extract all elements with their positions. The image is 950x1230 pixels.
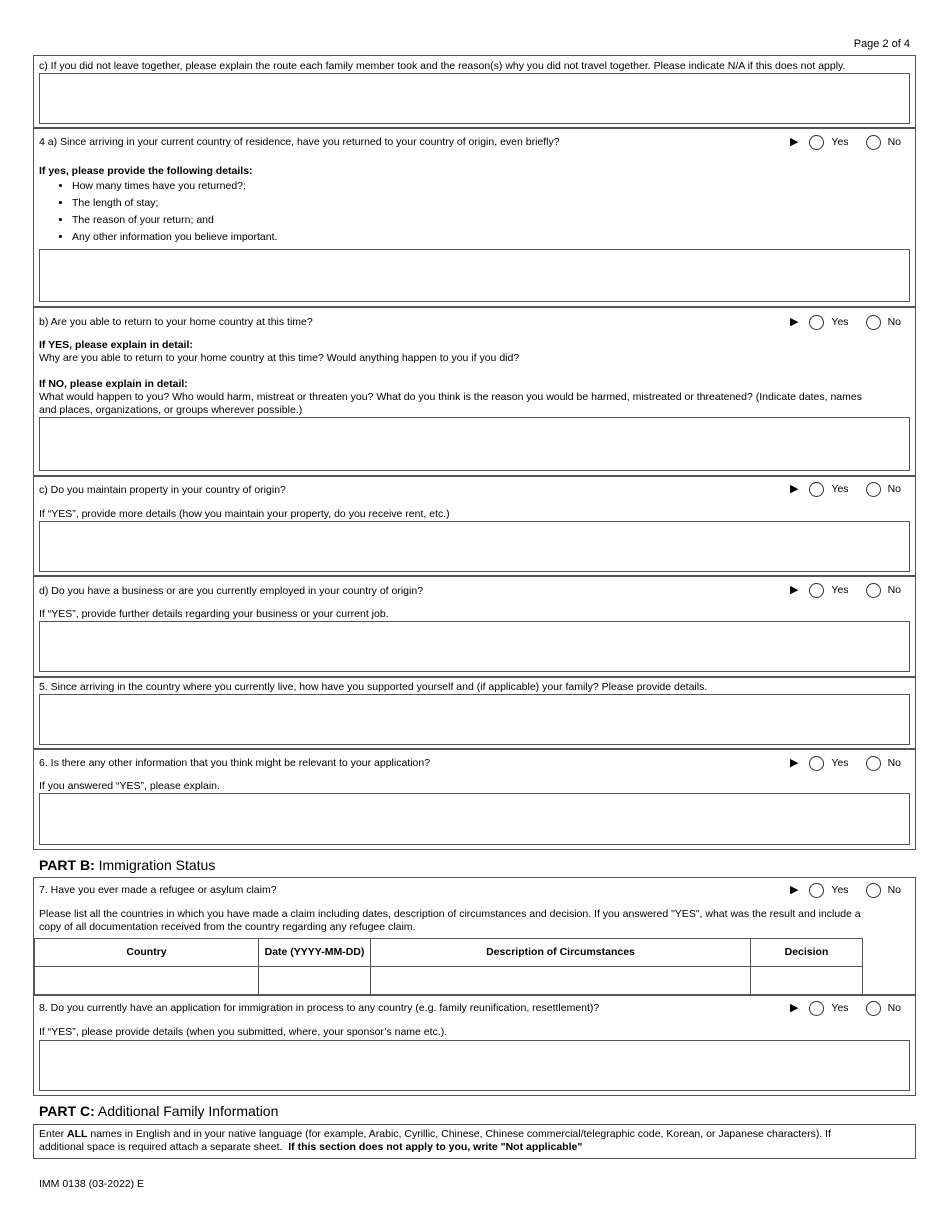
instruction-6: If you answered “YES”, please explain. xyxy=(39,780,220,792)
no-radio-4b[interactable] xyxy=(866,315,881,330)
question-6-text: 6. Is there any other information that you think might be relevant to your application? xyxy=(39,757,431,769)
yes-no-group-4d xyxy=(790,581,901,599)
table-row xyxy=(35,967,863,995)
description-cell[interactable] xyxy=(371,967,751,995)
claims-table xyxy=(34,938,863,995)
answer-field-4b[interactable] xyxy=(39,417,910,471)
yes-no-group-4c xyxy=(790,480,901,498)
instruction-8: If “YES”, please provide details (when you submitted, where, your sponsor’s name etc.). xyxy=(39,1026,448,1038)
details-heading-4a: If yes, please provide the following details: xyxy=(39,165,253,177)
no-label: No xyxy=(887,583,901,596)
no-radio-7[interactable] xyxy=(866,883,881,898)
yes-radio-6[interactable] xyxy=(809,756,824,771)
no-label: No xyxy=(887,135,901,148)
yes-no-group-4b xyxy=(790,313,901,331)
answer-field-6[interactable] xyxy=(39,793,910,845)
yes-label: Yes xyxy=(831,482,849,495)
arrow-right-icon: ▶ xyxy=(789,883,799,896)
arrow-right-icon: ▶ xyxy=(789,756,799,769)
part-c-text-line2-bold: If this section does not apply to you, write "Not applicable" xyxy=(288,1141,583,1153)
yes-label: Yes xyxy=(831,315,849,328)
list-item: • The length of stay; xyxy=(72,195,277,212)
section-q8 xyxy=(33,995,916,1096)
part-b-title: Immigration Status xyxy=(98,857,216,873)
yes-radio-4a[interactable] xyxy=(809,135,824,150)
no-label: No xyxy=(887,482,901,495)
part-c-label: PART C: xyxy=(39,1103,95,1119)
part-b-label: PART B: xyxy=(39,857,95,873)
country-cell[interactable] xyxy=(35,967,259,995)
page-number: Page 2 of 4 xyxy=(853,38,910,50)
question-7-text: 7. Have you ever made a refugee or asylum claim? xyxy=(39,884,277,896)
arrow-right-icon: ▶ xyxy=(789,135,799,148)
list-item: • Any other information you believe important. xyxy=(72,229,277,246)
yes-radio-4b[interactable] xyxy=(809,315,824,330)
column-header-date: Date (YYYY-MM-DD) xyxy=(259,939,371,967)
no-radio-4a[interactable] xyxy=(866,135,881,150)
yes-text-4b: Why are you able to return to your home country at this time? Would anything happen to you if you did? xyxy=(39,352,520,364)
decision-cell[interactable] xyxy=(751,967,863,995)
yes-no-group-8 xyxy=(790,999,901,1017)
yes-radio-4d[interactable] xyxy=(809,583,824,598)
section-q4b xyxy=(33,307,916,476)
column-header-description: Description of Circumstances xyxy=(371,939,751,967)
column-header-decision: Decision xyxy=(751,939,863,967)
no-heading-4b: If NO, please explain in detail: xyxy=(39,378,188,390)
yes-radio-8[interactable] xyxy=(809,1001,824,1016)
arrow-right-icon: ▶ xyxy=(789,482,799,495)
no-label: No xyxy=(887,883,901,896)
no-label: No xyxy=(887,1001,901,1014)
section-q7 xyxy=(33,877,916,995)
question-4c-text: c) Do you maintain property in your country of origin? xyxy=(39,484,286,496)
list-item: • How many times have you returned?; xyxy=(72,178,277,195)
form-number: IMM 0138 (03-2022) E xyxy=(39,1178,145,1190)
yes-heading-4b: If YES, please explain in detail: xyxy=(39,339,193,351)
section-q6 xyxy=(33,749,916,850)
yes-radio-7[interactable] xyxy=(809,883,824,898)
question-3c-text: c) If you did not leave together, please explain the route each family member took and the reason(s) why you did not travel together. Please indicate N/A if this does not apply. xyxy=(39,60,846,72)
yes-label: Yes xyxy=(831,756,849,769)
answer-field-4c[interactable] xyxy=(39,521,910,572)
list-item: • The reason of your return; and xyxy=(72,212,277,229)
answer-field-4a[interactable] xyxy=(39,249,910,302)
no-radio-4c[interactable] xyxy=(866,482,881,497)
no-text-4b-line2: and places, organizations, or groups wherever possible.) xyxy=(39,404,303,416)
part-c-text-line1-post: names in English and in your native language (for example, Arabic, Cyrillic, Chinese, Chinese commercial/telegraphic code, Korean, or Japanese characters). If xyxy=(87,1128,831,1140)
section-q3c xyxy=(33,55,916,128)
yes-label: Yes xyxy=(831,883,849,896)
date-cell[interactable] xyxy=(259,967,371,995)
column-header-country: Country xyxy=(35,939,259,967)
instruction-4c: If “YES”, provide more details (how you maintain your property, do you receive rent, etc.) xyxy=(39,508,450,520)
arrow-right-icon: ▶ xyxy=(789,1001,799,1014)
answer-field-4d[interactable] xyxy=(39,621,910,672)
question-8-text: 8. Do you currently have an application for immigration in process to any country (e.g. family reunification, resettlement)? xyxy=(39,1002,600,1014)
answer-field-5[interactable] xyxy=(39,694,910,745)
yes-no-group-6 xyxy=(790,754,901,772)
yes-no-group-7 xyxy=(790,881,901,899)
part-c-text-line2 xyxy=(39,1141,582,1154)
part-c-heading xyxy=(39,1105,278,1118)
arrow-right-icon: ▶ xyxy=(789,315,799,328)
no-radio-6[interactable] xyxy=(866,756,881,771)
instruction-7-line2: copy of all documentation received from the country regarding any refugee claim. xyxy=(39,921,416,933)
part-c-text-line1 xyxy=(39,1128,831,1141)
question-4a-text: 4 a) Since arriving in your current country of residence, have you returned to your country of origin, even briefly? xyxy=(39,136,560,148)
no-radio-8[interactable] xyxy=(866,1001,881,1016)
part-c-text-line1-pre: Enter xyxy=(39,1128,68,1140)
yes-label: Yes xyxy=(831,583,849,596)
no-radio-4d[interactable] xyxy=(866,583,881,598)
instruction-7-line1: Please list all the countries in which you have made a claim including dates, description of circumstances and decision. If you answered "YES", what was the result and include a xyxy=(39,908,861,920)
yes-label: Yes xyxy=(831,135,849,148)
arrow-right-icon: ▶ xyxy=(789,583,799,596)
section-q4d xyxy=(33,576,916,677)
no-label: No xyxy=(887,756,901,769)
answer-field-8[interactable] xyxy=(39,1040,910,1091)
yes-radio-4c[interactable] xyxy=(809,482,824,497)
section-part-c xyxy=(33,1124,916,1159)
part-c-text-line2-pre: additional space is required attach a separate sheet. xyxy=(39,1141,289,1153)
section-q4a xyxy=(33,128,916,307)
part-b-heading xyxy=(39,859,215,872)
yes-no-group-4a xyxy=(790,133,901,151)
part-c-title: Additional Family Information xyxy=(97,1103,279,1119)
details-list-4a xyxy=(58,178,277,246)
section-q5 xyxy=(33,677,916,749)
question-5-text: 5. Since arriving in the country where you currently live, how have you supported yourself and (if applicable) your family? Please provide details. xyxy=(39,681,708,693)
question-4b-text: b) Are you able to return to your home country at this time? xyxy=(39,316,313,328)
part-c-text-line1-bold: ALL xyxy=(67,1128,88,1140)
table-header-row xyxy=(35,939,863,967)
section-q4c xyxy=(33,476,916,576)
question-4d-text: d) Do you have a business or are you currently employed in your country of origin? xyxy=(39,585,424,597)
no-label: No xyxy=(887,315,901,328)
instruction-4d: If “YES”, provide further details regarding your business or your current job. xyxy=(39,608,389,620)
no-text-4b-line1: What would happen to you? Who would harm, mistreat or threaten you? What do you think is the reason you would be harmed, mistreated or threatened? (Indicate dates, names xyxy=(39,391,862,403)
answer-field-3c[interactable] xyxy=(39,73,910,124)
yes-label: Yes xyxy=(831,1001,849,1014)
